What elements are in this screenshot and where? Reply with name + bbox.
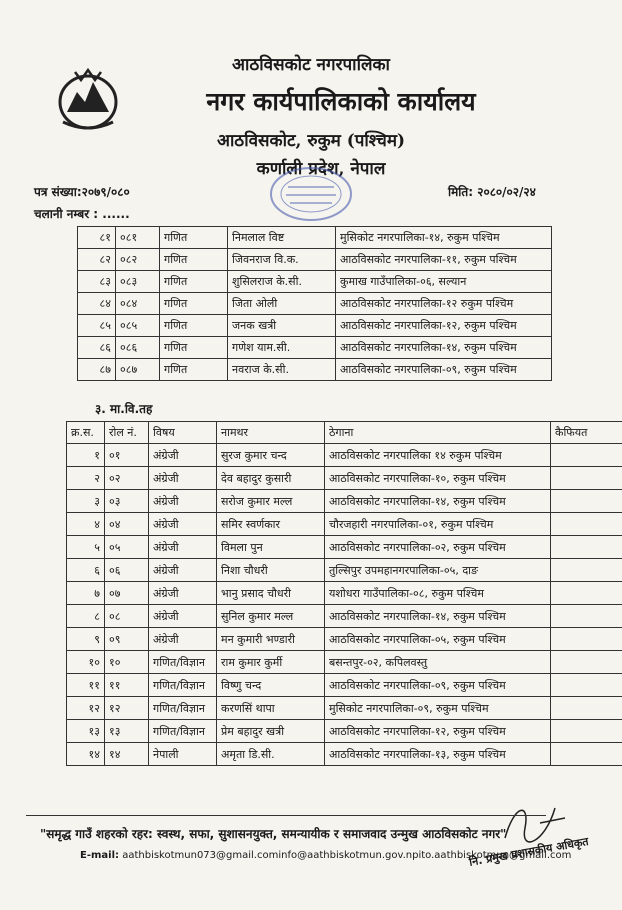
cell-address: बसन्तपुर-०२, कपिलवस्तु <box>325 651 551 674</box>
cell-address: आठविसकोट नगरपालिका-०२, रुकुम पश्चिम <box>325 536 551 559</box>
cell-subject: गणित/विज्ञान <box>149 651 217 674</box>
candidate-table-continued-body <box>78 227 552 381</box>
cell-serial: ८५ <box>78 315 116 337</box>
cell-address: आठविसकोट नगरपालिका-०५, रुकुम पश्चिम <box>325 628 551 651</box>
cell-roll: १२ <box>105 697 149 720</box>
dispatch-number: चलानी नम्बर : ...... <box>34 207 130 221</box>
header-address: ठेगाना <box>325 422 551 444</box>
cell-serial: ८३ <box>78 271 116 293</box>
cell-remarks <box>551 490 622 513</box>
table-row <box>78 315 552 337</box>
cell-roll: ०८२ <box>116 249 160 271</box>
cell-serial: ८२ <box>78 249 116 271</box>
cell-subject: गणित <box>160 227 228 249</box>
cell-serial: ३ <box>67 490 105 513</box>
cell-address: आठविसकोट नगरपालिका-१२, रुकुम पश्चिम <box>336 315 552 337</box>
cell-serial: ८४ <box>78 293 116 315</box>
cell-name: करणसिं थापा <box>217 697 325 720</box>
cell-serial: २ <box>67 467 105 490</box>
cell-subject: गणित/विज्ञान <box>149 674 217 697</box>
cell-roll: ०९ <box>105 628 149 651</box>
cell-address: आठविसकोट नगरपालिका-१२, रुकुम पश्चिम <box>325 720 551 743</box>
table-row <box>67 582 622 605</box>
cell-roll: १० <box>105 651 149 674</box>
cell-roll: ११ <box>105 674 149 697</box>
table-row <box>78 249 552 271</box>
cell-subject: नेपाली <box>149 743 217 766</box>
office-location: आठविसकोट, रुकुम (पश्चिम) <box>216 131 406 151</box>
cell-subject: अंग्रेजी <box>149 559 217 582</box>
table-row <box>67 513 622 536</box>
cell-remarks <box>551 628 622 651</box>
cell-name: जिवनराज वि.क. <box>228 249 336 271</box>
cell-address: आठविसकोट नगरपालिका-१२ रुकुम पश्चिम <box>336 293 552 315</box>
cell-remarks <box>551 513 622 536</box>
table-row <box>78 337 552 359</box>
office-seal-stamp <box>268 165 354 223</box>
secondary-level-table <box>66 421 622 766</box>
cell-address: आठविसकोट नगरपालिका-०९, रुकुम पश्चिम <box>336 359 552 381</box>
table-row <box>78 227 552 249</box>
cell-address: मुसिकोट नगरपालिका-१४, रुकुम पश्चिम <box>336 227 552 249</box>
signatory-title: नि. प्रमुख प्रशासकीय अधिकृत <box>468 834 590 869</box>
section-heading: ३. मा.वि.तह <box>95 402 153 416</box>
cell-name: अमृता डि.सी. <box>217 743 325 766</box>
office-name: नगर कार्यपालिकाको कार्यालय <box>206 87 476 116</box>
email-label: E-mail: <box>80 850 120 861</box>
cell-name: सुरज कुमार चन्द <box>217 444 325 467</box>
cell-remarks <box>551 559 622 582</box>
cell-name: जिता ओली <box>228 293 336 315</box>
cell-roll: ०८१ <box>116 227 160 249</box>
cell-remarks <box>551 674 622 697</box>
cell-address: आठविसकोट नगरपालिका-०९, रुकुम पश्चिम <box>325 674 551 697</box>
table-row <box>78 293 552 315</box>
cell-name: सुनिल कुमार मल्ल <box>217 605 325 628</box>
cell-roll: ०८७ <box>116 359 160 381</box>
footer-divider <box>26 815 546 816</box>
email-address[interactable]: aathbiskotmun073@gmail.cominfo@aathbiskotmun.gov.npito.aathbiskotmun@gmail.com <box>122 850 572 861</box>
cell-remarks <box>551 582 622 605</box>
cell-name: विमला पुन <box>217 536 325 559</box>
cell-subject: अंग्रेजी <box>149 490 217 513</box>
cell-remarks <box>551 743 622 766</box>
cell-name: राम कुमार कुर्मी <box>217 651 325 674</box>
cell-name: सरोज कुमार मल्ल <box>217 490 325 513</box>
candidate-table-continued <box>77 226 552 381</box>
cell-serial: १३ <box>67 720 105 743</box>
cell-subject: गणित <box>160 271 228 293</box>
cell-remarks <box>551 536 622 559</box>
header-subject: विषय <box>149 422 217 444</box>
cell-serial: १ <box>67 444 105 467</box>
footer-motto: "समृद्ध गाउँ शहरको रहर: स्वस्थ, सफा, सुशासनयुक्त, समन्यायीक र समाजवाद उन्मुख आठविसकोट नगर" <box>40 827 507 841</box>
cell-serial: ८७ <box>78 359 116 381</box>
cell-subject: गणित <box>160 359 228 381</box>
cell-roll: ०७ <box>105 582 149 605</box>
table-row <box>67 674 622 697</box>
cell-name: भानु प्रसाद चौधरी <box>217 582 325 605</box>
cell-name: मन कुमारी भण्डारी <box>217 628 325 651</box>
cell-name: समिर स्वर्णकार <box>217 513 325 536</box>
cell-subject: गणित/विज्ञान <box>149 697 217 720</box>
cell-address: कुमाख गाउँपालिका-०६, सल्यान <box>336 271 552 293</box>
cell-remarks <box>551 651 622 674</box>
cell-name: निमलाल विष्ट <box>228 227 336 249</box>
municipality-name: आठविसकोट नगरपालिका <box>232 55 390 75</box>
cell-address: तुल्सिपुर उपमहानगरपालिका-०५, दाङ <box>325 559 551 582</box>
cell-subject: गणित/विज्ञान <box>149 720 217 743</box>
table-row <box>67 720 622 743</box>
cell-serial: १४ <box>67 743 105 766</box>
cell-subject: अंग्रेजी <box>149 467 217 490</box>
cell-roll: ०८ <box>105 605 149 628</box>
cell-name: प्रेम बहादुर खत्री <box>217 720 325 743</box>
cell-subject: अंग्रेजी <box>149 536 217 559</box>
table-row <box>67 490 622 513</box>
secondary-level-table-body <box>67 444 622 766</box>
cell-serial: ७ <box>67 582 105 605</box>
cell-roll: ०३ <box>105 490 149 513</box>
cell-name: जनक खत्री <box>228 315 336 337</box>
header-roll: रोल नं. <box>105 422 149 444</box>
cell-address: मुसिकोट नगरपालिका-०९, रुकुम पश्चिम <box>325 697 551 720</box>
table-row <box>67 536 622 559</box>
letter-date: मिति: २०८०/०२/२४ <box>448 185 536 199</box>
cell-serial: ११ <box>67 674 105 697</box>
table-row <box>67 628 622 651</box>
cell-serial: ९ <box>67 628 105 651</box>
cell-roll: ०१ <box>105 444 149 467</box>
cell-address: आठविसकोट नगरपालिका-१०, रुकुम पश्चिम <box>325 467 551 490</box>
cell-subject: गणित <box>160 315 228 337</box>
table-row <box>67 743 622 766</box>
cell-address: आठविसकोट नगरपालिका-११, रुकुम पश्चिम <box>336 249 552 271</box>
cell-remarks <box>551 697 622 720</box>
header-name: नामथर <box>217 422 325 444</box>
cell-subject: गणित <box>160 337 228 359</box>
cell-remarks <box>551 720 622 743</box>
table-row <box>67 467 622 490</box>
cell-address: आठविसकोट नगरपालिका-१४, रुकुम पश्चिम <box>325 490 551 513</box>
table-row <box>67 651 622 674</box>
cell-subject: अंग्रेजी <box>149 582 217 605</box>
cell-serial: १२ <box>67 697 105 720</box>
cell-remarks <box>551 467 622 490</box>
cell-address: आठविसकोट नगरपालिका-१३, रुकुम पश्चिम <box>325 743 551 766</box>
cell-address: आठविसकोट नगरपालिका-१४, रुकुम पश्चिम <box>325 605 551 628</box>
cell-subject: गणित <box>160 293 228 315</box>
cell-name: नवराज के.सी. <box>228 359 336 381</box>
cell-serial: १० <box>67 651 105 674</box>
cell-remarks <box>551 444 622 467</box>
cell-roll: ०५ <box>105 536 149 559</box>
cell-serial: ८६ <box>78 337 116 359</box>
table-row <box>78 271 552 293</box>
table-row <box>67 697 622 720</box>
table-row <box>67 559 622 582</box>
cell-roll: १४ <box>105 743 149 766</box>
cell-subject: अंग्रेजी <box>149 444 217 467</box>
cell-subject: गणित <box>160 249 228 271</box>
cell-serial: ४ <box>67 513 105 536</box>
cell-subject: अंग्रेजी <box>149 513 217 536</box>
cell-remarks <box>551 605 622 628</box>
cell-roll: ०८५ <box>116 315 160 337</box>
cell-address: आठविसकोट नगरपालिका-१४, रुकुम पश्चिम <box>336 337 552 359</box>
cell-address: चौरजहारी नगरपालिका-०१, रुकुम पश्चिम <box>325 513 551 536</box>
cell-subject: अंग्रेजी <box>149 628 217 651</box>
cell-name: विष्णु चन्द <box>217 674 325 697</box>
table-row <box>67 605 622 628</box>
cell-address: आठविसकोट नगरपालिका १४ रुकुम पश्चिम <box>325 444 551 467</box>
cell-roll: ०६ <box>105 559 149 582</box>
cell-name: निशा चौधरी <box>217 559 325 582</box>
cell-roll: ०८४ <box>116 293 160 315</box>
reference-number: पत्र संख्या:२०७९/०८० <box>34 185 130 199</box>
table-header-row <box>67 422 622 444</box>
cell-roll: ०८३ <box>116 271 160 293</box>
cell-roll: ०८६ <box>116 337 160 359</box>
cell-address: यशोधरा गाउँपालिका-०८, रुकुम पश्चिम <box>325 582 551 605</box>
cell-roll: ०२ <box>105 467 149 490</box>
cell-name: देव बहादुर कुसारी <box>217 467 325 490</box>
cell-serial: ५ <box>67 536 105 559</box>
header-serial: क्र.स. <box>67 422 105 444</box>
cell-subject: अंग्रेजी <box>149 605 217 628</box>
cell-serial: ८ <box>67 605 105 628</box>
cell-roll: १३ <box>105 720 149 743</box>
cell-serial: ८१ <box>78 227 116 249</box>
table-row <box>67 444 622 467</box>
header-remarks: कैफियत <box>551 422 622 444</box>
cell-name: शुसिलराज के.सी. <box>228 271 336 293</box>
cell-serial: ६ <box>67 559 105 582</box>
province-name: कर्णाली प्रदेश, नेपाल <box>256 159 386 179</box>
table-row <box>78 359 552 381</box>
cell-name: गणेश याम.सी. <box>228 337 336 359</box>
cell-roll: ०४ <box>105 513 149 536</box>
